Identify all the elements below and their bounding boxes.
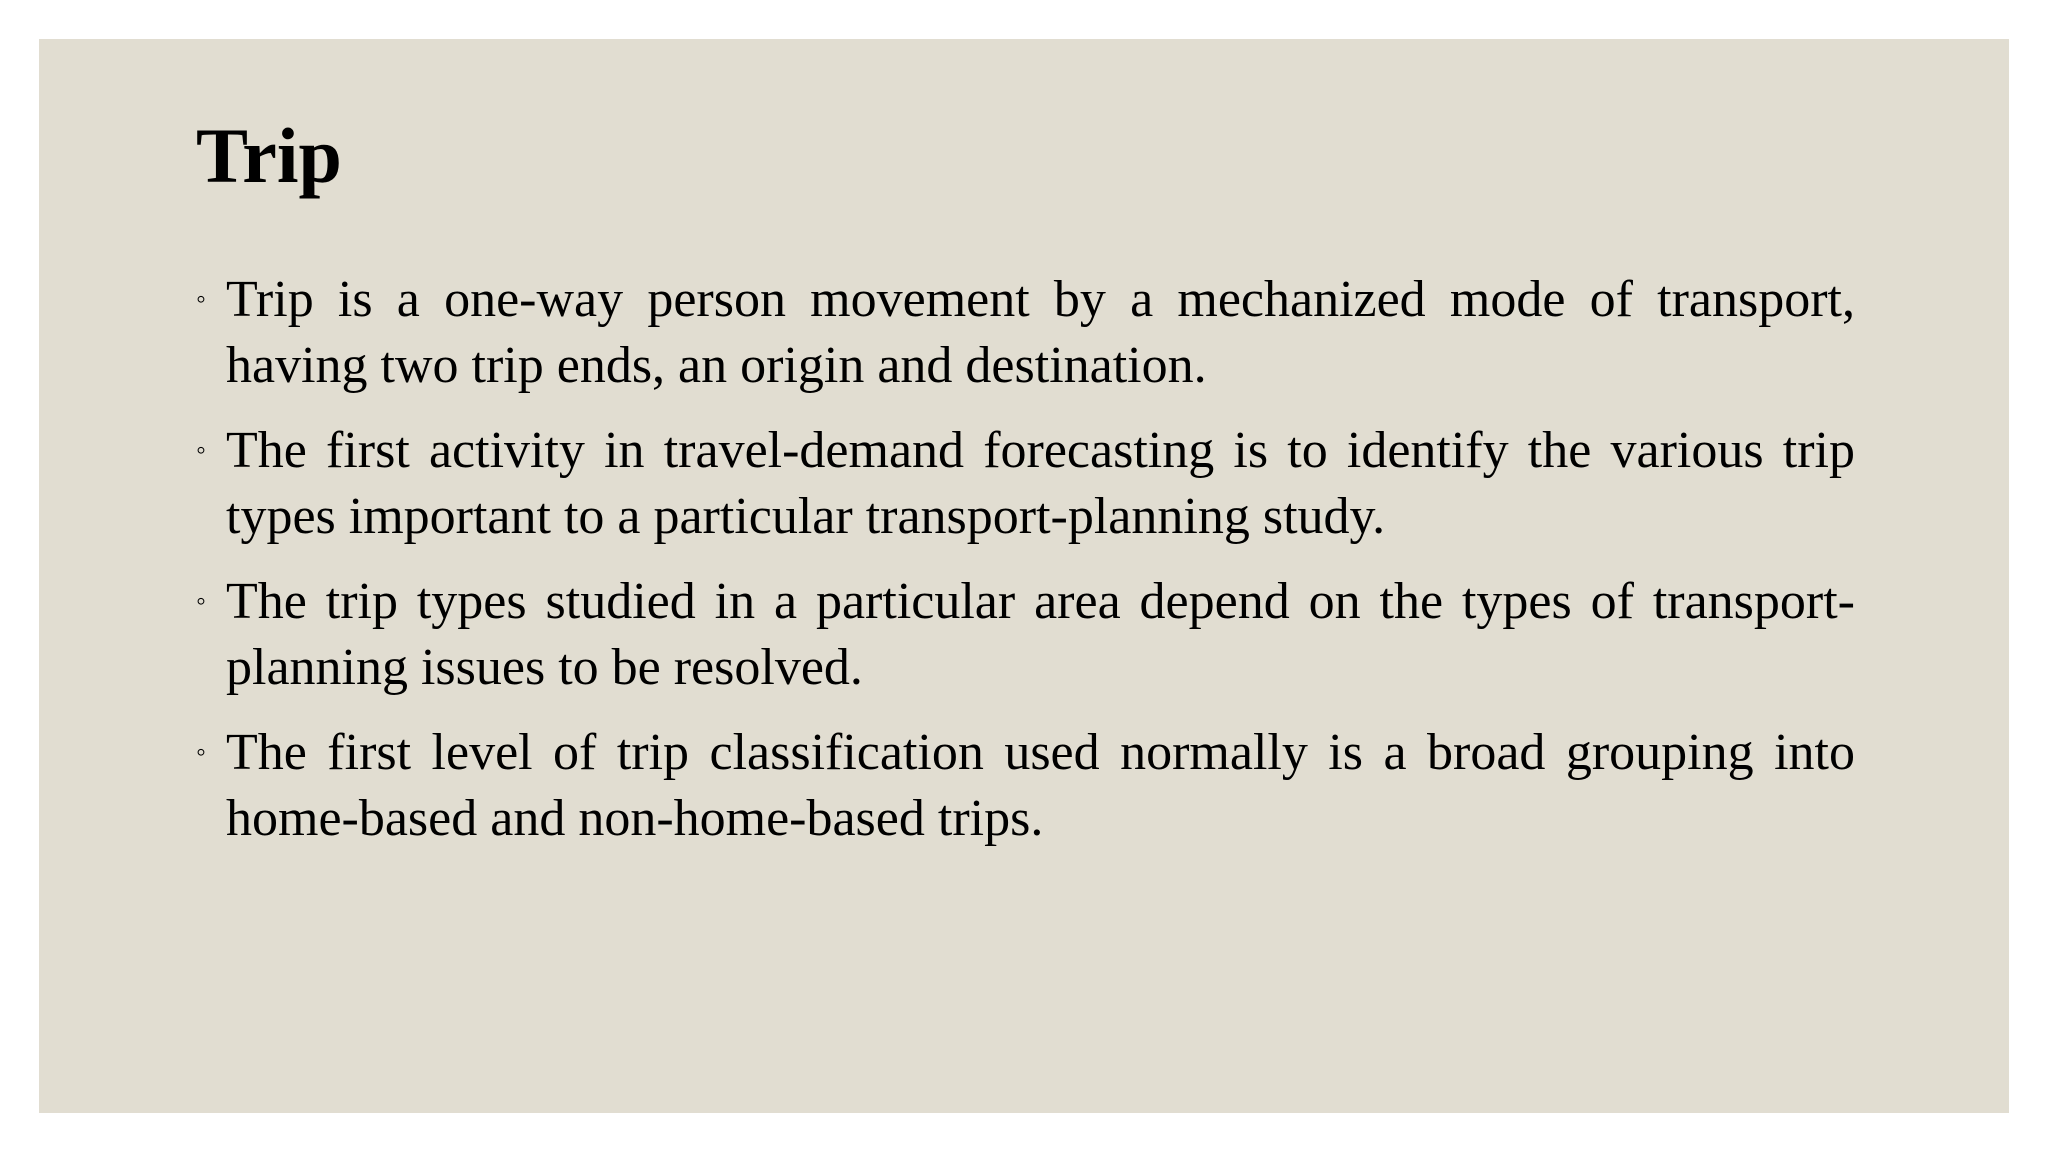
- bullet-item: [196, 267, 1855, 399]
- slide-title: Trip: [196, 112, 342, 199]
- bullet-circle-icon: ◦: [196, 435, 206, 466]
- bullet-circle-icon: ◦: [196, 737, 206, 768]
- bullet-text: The first activity in travel-demand forecasting is to identify the various trip types important to a particular transport-planning study.: [226, 422, 1855, 545]
- bullet-text: Trip is a one-way person movement by a mechanized mode of transport, having two trip ends, an origin and destination.: [226, 271, 1855, 394]
- bullet-circle-icon: ◦: [196, 586, 206, 617]
- slide: [39, 39, 2009, 1113]
- bullet-item: [196, 720, 1855, 852]
- bullet-text: The trip types studied in a particular area depend on the types of transport-planning issues to be resolved.: [226, 573, 1855, 696]
- bullet-list: [196, 267, 1855, 871]
- bullet-item: [196, 569, 1855, 701]
- bullet-item: [196, 418, 1855, 550]
- bullet-circle-icon: ◦: [196, 284, 206, 315]
- bullet-text: The first level of trip classification used normally is a broad grouping into home-based and non-home-based trips.: [226, 724, 1855, 847]
